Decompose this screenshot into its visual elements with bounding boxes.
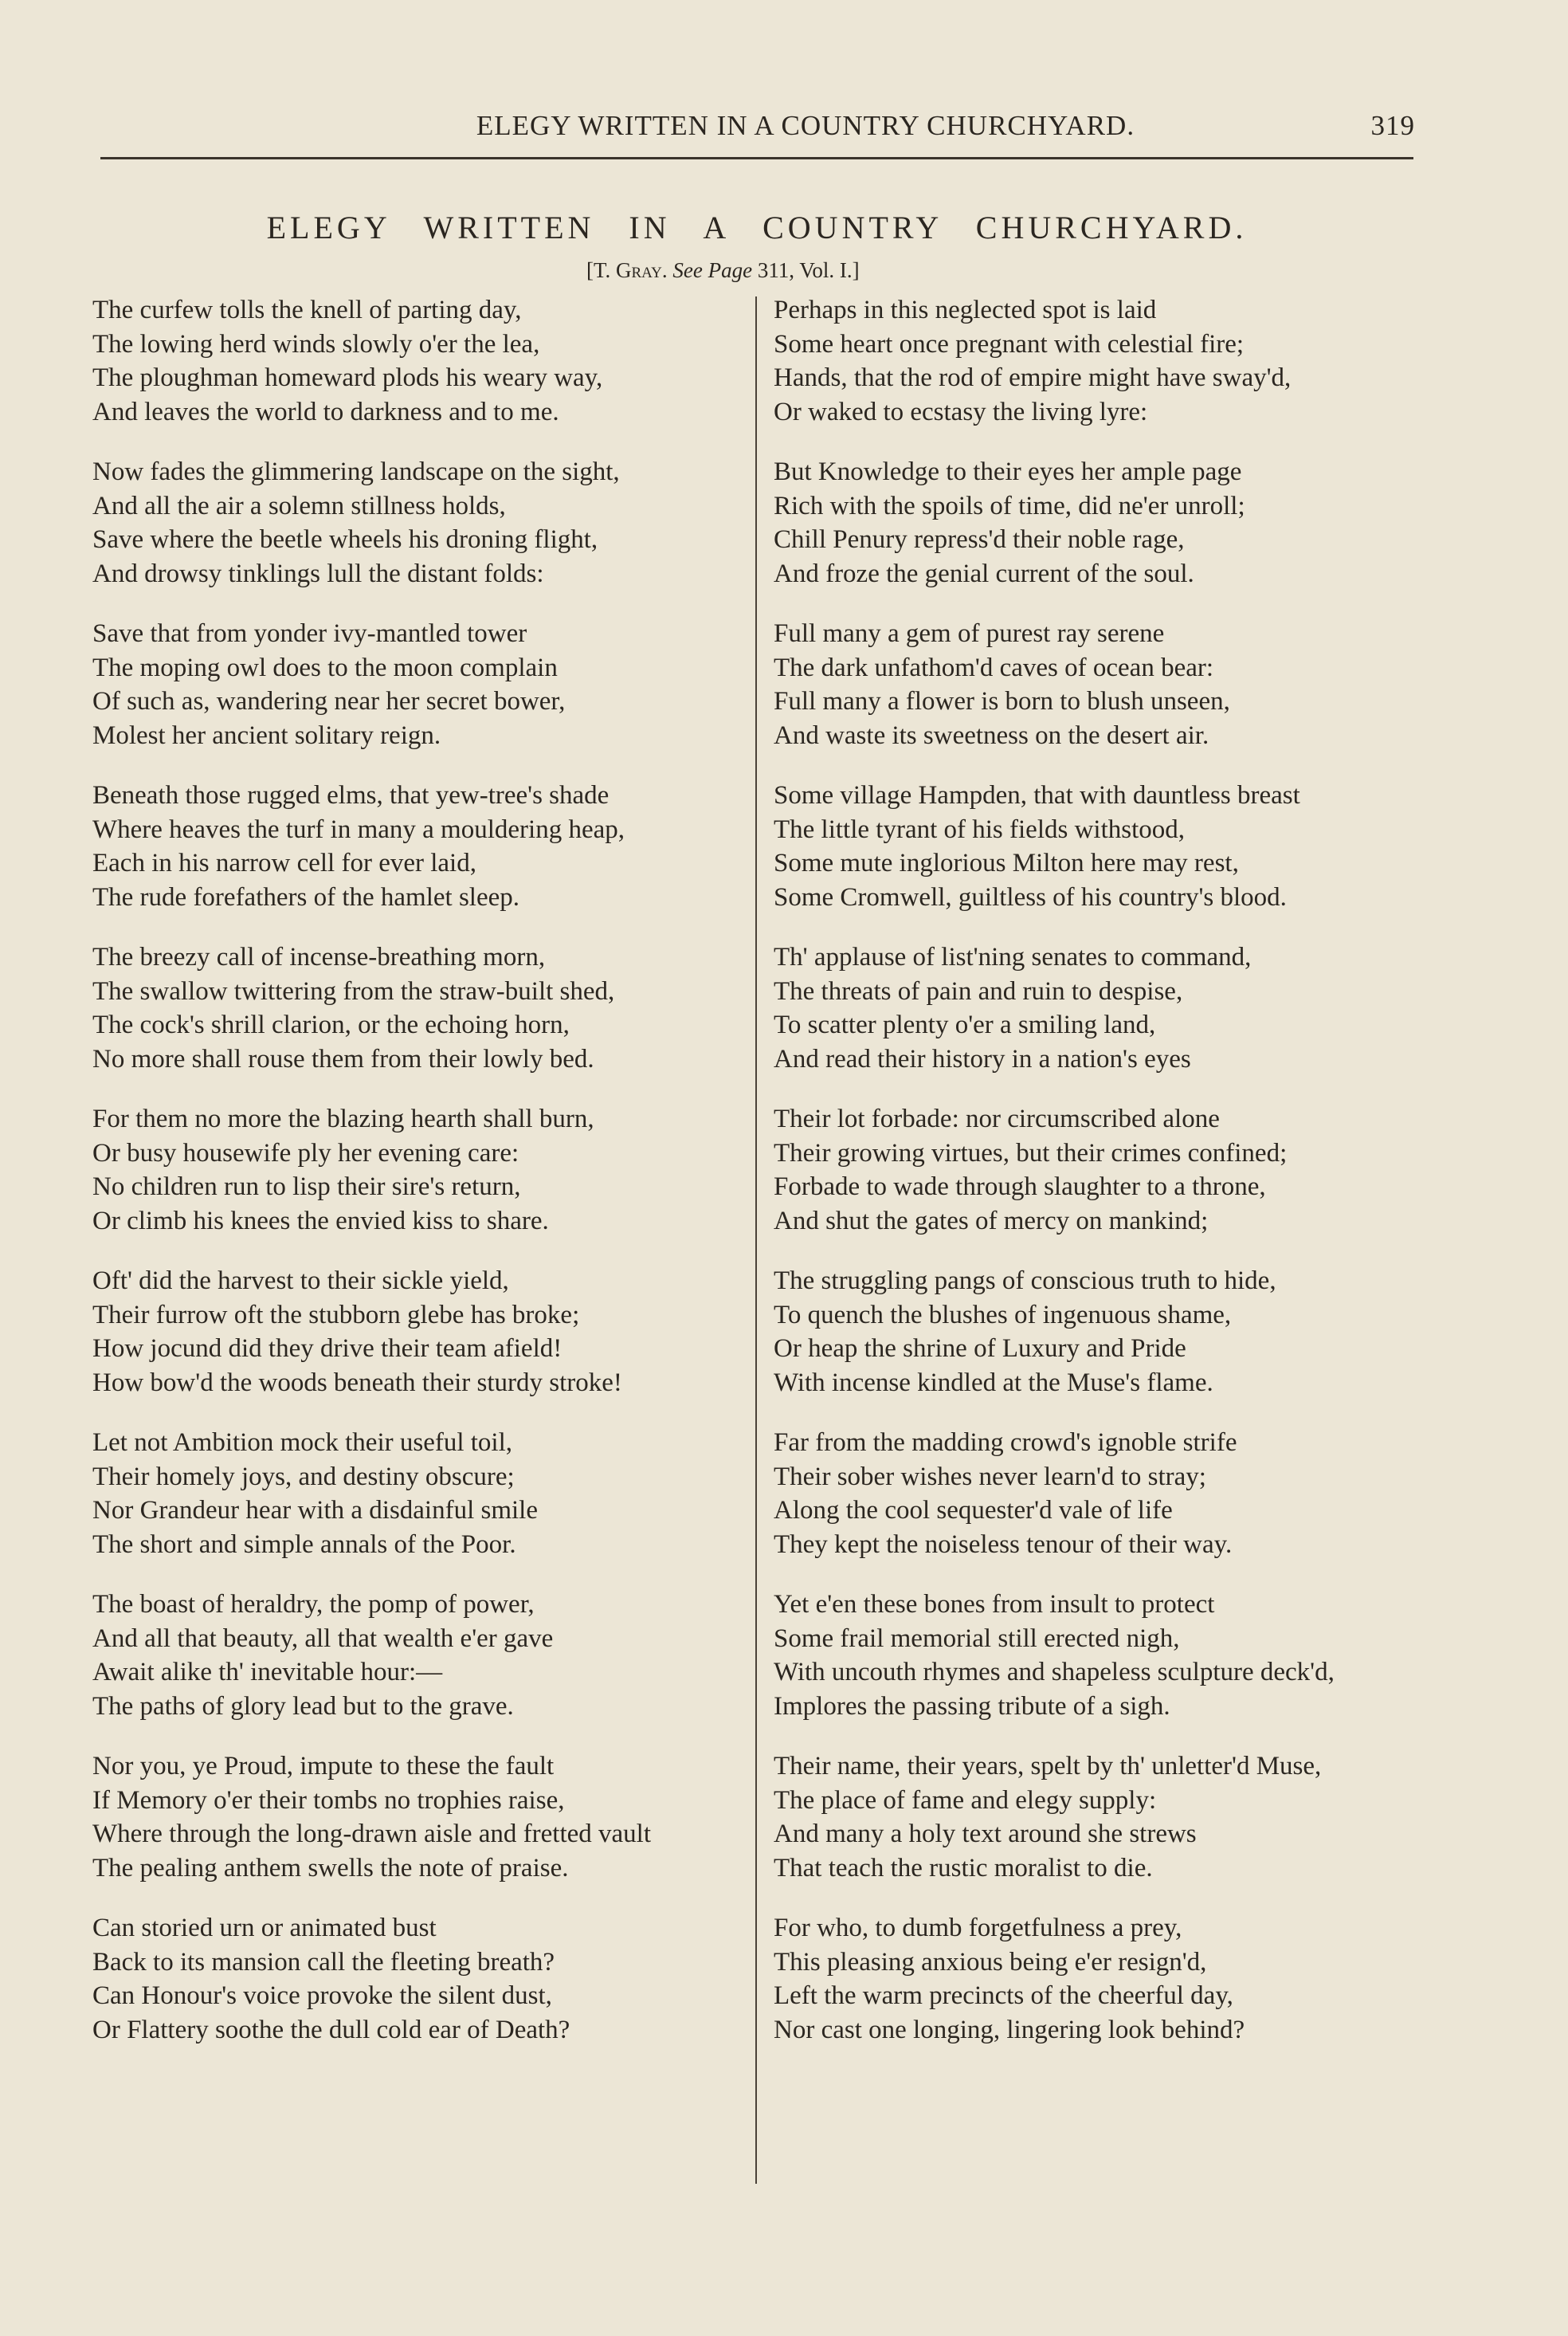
stanza <box>774 293 1419 429</box>
stanza <box>774 940 1419 1076</box>
stanza <box>92 940 744 1076</box>
poem-line: Their sober wishes never learn'd to stray; <box>774 1462 1206 1491</box>
poem-line: But Knowledge to their eyes her ample page <box>774 457 1242 486</box>
running-head-title: ELEGY WRITTEN IN A COUNTRY CHURCHYARD. <box>476 110 1135 141</box>
running-head <box>100 110 1415 142</box>
poem-line: Or climb his knees the envied kiss to share. <box>92 1206 549 1235</box>
poem-line: And many a holy text around she strews <box>774 1820 1197 1848</box>
stanza <box>774 1264 1419 1400</box>
poem-line: Rich with the spoils of time, did ne'er unroll; <box>774 491 1245 520</box>
page-number: 319 <box>1370 110 1415 141</box>
poem-line: How jocund did they drive their team afield! <box>92 1334 563 1363</box>
poem-line: And leaves the world to darkness and to me. <box>92 397 559 426</box>
stanza <box>92 617 744 752</box>
column-divider <box>755 296 757 2184</box>
poem-line: Where through the long-drawn aisle and fretted vault <box>92 1820 651 1848</box>
poem-line: Far from the madding crowd's ignoble strife <box>774 1428 1237 1457</box>
poem-line: The curfew tolls the knell of parting day, <box>92 296 522 324</box>
poem-line: The lowing herd winds slowly o'er the lea, <box>92 329 540 359</box>
stanza <box>92 1102 744 1238</box>
poem-line: And shut the gates of mercy on mankind; <box>774 1206 1209 1235</box>
poem-line: Perhaps in this neglected spot is laid <box>774 296 1157 324</box>
stanza <box>92 1588 744 1723</box>
stanza <box>774 455 1419 591</box>
poem-line: Their name, their years, spelt by th' unletter'd Muse, <box>774 1752 1322 1780</box>
poem-line: Chill Penury repress'd their noble rage, <box>774 525 1185 554</box>
poem-line: The little tyrant of his fields withstood, <box>774 815 1186 844</box>
poem-line: Or busy housewife ply her evening care: <box>92 1138 519 1168</box>
poem-line: The struggling pangs of conscious truth to hide, <box>774 1266 1276 1295</box>
stanza <box>92 293 744 429</box>
poem-line: Their lot forbade: nor circumscribed alone <box>774 1105 1220 1133</box>
poem-line: Their furrow oft the stubborn glebe has broke; <box>92 1300 580 1329</box>
poem-line: Hands, that the rod of empire might have sway'd, <box>774 363 1292 392</box>
poem-line: And drowsy tinklings lull the distant folds: <box>92 559 544 588</box>
poem-line: Can Honour's voice provoke the silent dust, <box>92 1981 552 2010</box>
poem-line: They kept the noiseless tenour of their way. <box>774 1529 1233 1559</box>
poem-line: Nor Grandeur hear with a disdainful smile <box>92 1496 539 1525</box>
poem-line: The dark unfathom'd caves of ocean bear: <box>774 653 1214 682</box>
poem-line: Th' applause of list'ning senates to command, <box>774 943 1252 972</box>
poem-line: Molest her ancient solitary reign. <box>92 720 441 750</box>
poem-line: Save where the beetle wheels his droning flight, <box>92 525 598 554</box>
poem-line: Or heap the shrine of Luxury and Pride <box>774 1334 1186 1363</box>
poem-line: The breezy call of incense-breathing morn, <box>92 943 546 972</box>
poem-line: Now fades the glimmering landscape on the sight, <box>92 457 620 486</box>
header-rule <box>100 157 1413 159</box>
attribution <box>586 258 860 283</box>
left-column <box>92 293 744 2073</box>
poem-line: Nor cast one longing, lingering look behind? <box>774 2015 1245 2044</box>
poem-line: And froze the genial current of the soul. <box>774 559 1194 588</box>
stanza <box>774 779 1419 914</box>
poem-line: Can storied urn or animated bust <box>92 1914 437 1942</box>
poem-line: Let not Ambition mock their useful toil, <box>92 1428 513 1457</box>
poem-line: Or waked to ecstasy the living lyre: <box>774 397 1148 426</box>
poem-line: No children run to lisp their sire's return, <box>92 1172 521 1201</box>
attribution-ref: 311, Vol. I.] <box>752 258 860 282</box>
poem-line: Implores the passing tribute of a sigh. <box>774 1691 1170 1721</box>
poem-line: The cock's shrill clarion, or the echoing horn, <box>92 1011 570 1039</box>
poem-line: Await alike th' inevitable hour:— <box>92 1658 443 1686</box>
stanza <box>774 1588 1419 1723</box>
poem-line: Of such as, wandering near her secret bower, <box>92 687 566 716</box>
poem-line: For who, to dumb forgetfulness a prey, <box>774 1914 1182 1942</box>
right-column <box>774 293 1419 2073</box>
poem-line: Each in his narrow cell for ever laid, <box>92 849 476 877</box>
poem-line: For them no more the blazing hearth shall burn, <box>92 1105 594 1133</box>
poem-line: And waste its sweetness on the desert air. <box>774 720 1209 750</box>
poem-line: The rude forefathers of the hamlet sleep. <box>92 882 520 912</box>
stanza <box>774 1749 1419 1885</box>
poem-line: How bow'd the woods beneath their sturdy stroke! <box>92 1368 622 1397</box>
poem-line: The threats of pain and ruin to despise, <box>774 976 1183 1006</box>
poem-line: Left the warm precincts of the cheerful day, <box>774 1981 1233 2010</box>
poem-line: Where heaves the turf in many a mouldering heap, <box>92 815 625 844</box>
poem-line: The pealing anthem swells the note of praise. <box>92 1853 569 1883</box>
poem-line: The paths of glory lead but to the grave. <box>92 1691 514 1721</box>
poem-line: And all the air a solemn stillness holds, <box>92 491 506 520</box>
poem-line: Some Cromwell, guiltless of his country's blood. <box>774 882 1287 912</box>
poem-line: Some village Hampden, that with dauntless breast <box>774 781 1300 810</box>
poem-line: The ploughman homeward plods his weary way, <box>92 363 603 392</box>
poem-line: Back to its mansion call the fleeting breath? <box>92 1947 555 1977</box>
poem-line: Oft' did the harvest to their sickle yield, <box>92 1266 509 1295</box>
poem-line: The place of fame and elegy supply: <box>774 1785 1157 1815</box>
attribution-see: See Page <box>672 258 753 282</box>
poem-line: And read their history in a nation's eyes <box>774 1044 1191 1074</box>
poem-line: Full many a gem of purest ray serene <box>774 619 1165 648</box>
poem-line: Beneath those rugged elms, that yew-tree's shade <box>92 781 610 810</box>
attribution-author: Gray. <box>615 258 668 282</box>
poem-line: Their homely joys, and destiny obscure; <box>92 1462 515 1491</box>
poem-line: Forbade to wade through slaughter to a throne, <box>774 1172 1266 1201</box>
stanza <box>774 1426 1419 1561</box>
poem-title: ELEGY WRITTEN IN A COUNTRY CHURCHYARD. <box>266 210 1248 245</box>
stanza <box>92 1749 744 1885</box>
poem-line: Some mute inglorious Milton here may rest, <box>774 849 1239 877</box>
poem-line: No more shall rouse them from their lowly bed. <box>92 1044 594 1074</box>
poem-line: Or Flattery soothe the dull cold ear of Death? <box>92 2015 570 2044</box>
poem-line: Some heart once pregnant with celestial fire; <box>774 329 1245 359</box>
poem-line: The short and simple annals of the Poor. <box>92 1529 516 1559</box>
poem-line: The boast of heraldry, the pomp of power, <box>92 1590 535 1619</box>
stanza <box>92 1264 744 1400</box>
poem-line: That teach the rustic moralist to die. <box>774 1853 1153 1883</box>
stanza <box>774 617 1419 752</box>
poem-line: Their growing virtues, but their crimes confined; <box>774 1138 1288 1168</box>
poem-line: With incense kindled at the Muse's flame. <box>774 1368 1213 1397</box>
poem-line: To quench the blushes of ingenuous shame, <box>774 1300 1232 1329</box>
stanza <box>92 455 744 591</box>
poem-line: Yet e'en these bones from insult to protect <box>774 1590 1215 1619</box>
poem-line: Full many a flower is born to blush unseen, <box>774 687 1230 716</box>
stanza <box>774 1911 1419 2047</box>
poem-line: Along the cool sequester'd vale of life <box>774 1496 1173 1525</box>
poem-line: Some frail memorial still erected nigh, <box>774 1623 1180 1653</box>
poem-line: If Memory o'er their tombs no trophies raise, <box>92 1785 565 1815</box>
stanza <box>92 1426 744 1561</box>
stanza <box>774 1102 1419 1238</box>
attribution-open: [T. <box>586 258 616 282</box>
poem-line: The swallow twittering from the straw-built shed, <box>92 976 615 1006</box>
stanza <box>92 1911 744 2047</box>
poem-line: With uncouth rhymes and shapeless sculpture deck'd, <box>774 1658 1335 1686</box>
poem-line: Nor you, ye Proud, impute to these the fault <box>92 1752 555 1780</box>
poem-line: And all that beauty, all that wealth e'er gave <box>92 1623 554 1653</box>
poem-line: The moping owl does to the moon complain <box>92 653 558 682</box>
poem-line: Save that from yonder ivy-mantled tower <box>92 619 527 648</box>
stanza <box>92 779 744 914</box>
poem-line: To scatter plenty o'er a smiling land, <box>774 1011 1156 1039</box>
poem-line: This pleasing anxious being e'er resign'd, <box>774 1947 1207 1977</box>
